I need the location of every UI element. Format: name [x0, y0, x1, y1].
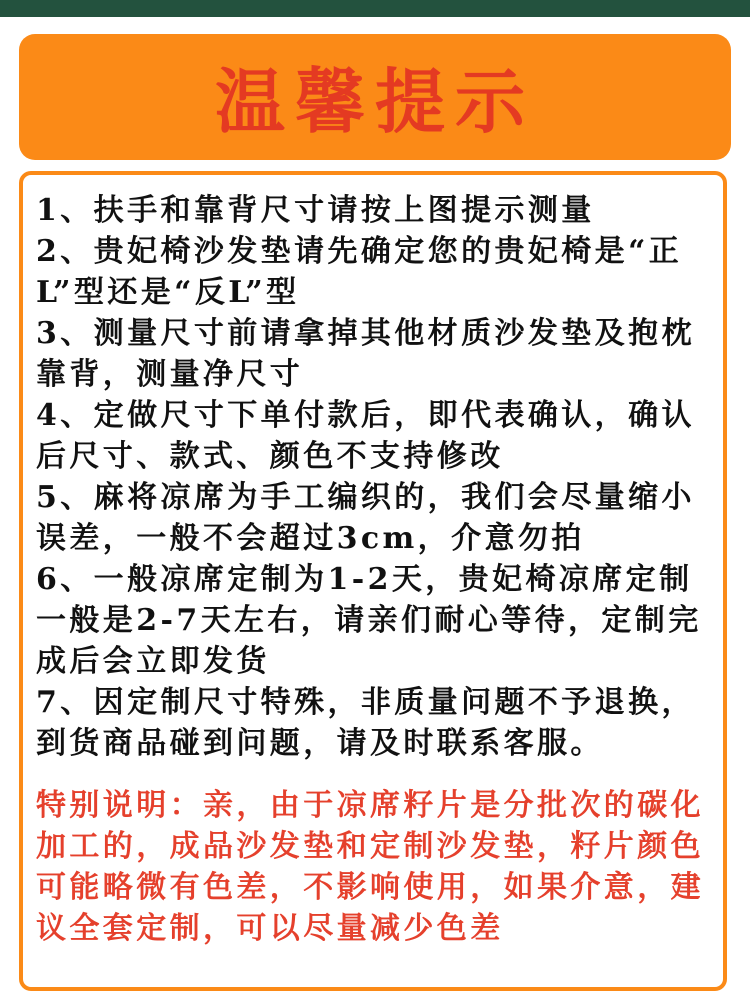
notice-item-3: 3、测量尺寸前请拿掉其他材质沙发垫及抱枕靠背，测量净尺寸 — [36, 316, 695, 392]
notice-item-6: 6、一般凉席定制为1-2天，贵妃椅凉席定制一般是2-7天左右，请亲们耐心等待，定制完成后会立即发货 — [36, 562, 702, 679]
notice-item-1: 1、扶手和靠背尺寸请按上图提示测量 — [36, 193, 595, 228]
header-banner — [19, 34, 731, 160]
notice-item-7: 7、因定制尺寸特殊，非质量问题不予退换，到货商品碰到问题，请及时联系客服。 — [36, 685, 695, 761]
special-note: 特别说明：亲，由于凉席籽片是分批次的碳化加工的，成品沙发垫和定制沙发垫，籽片颜色可能略微有色差，不影响使用，如果介意，建议全套定制，可以尽量减少色差 — [36, 788, 704, 946]
top-band — [0, 0, 750, 17]
notice-item-4: 4、定做尺寸下单付款后，即代表确认，确认后尺寸、款式、颜色不支持修改 — [36, 398, 695, 474]
notice-item-5: 5、麻将凉席为手工编织的，我们会尽量缩小误差，一般不会超过3cm，介意勿拍 — [36, 480, 695, 556]
page-title: 温馨提示 — [215, 59, 535, 143]
notice-item-2: 2、贵妃椅沙发垫请先确定您的贵妃椅是“正L”型还是“反L”型 — [36, 234, 683, 310]
